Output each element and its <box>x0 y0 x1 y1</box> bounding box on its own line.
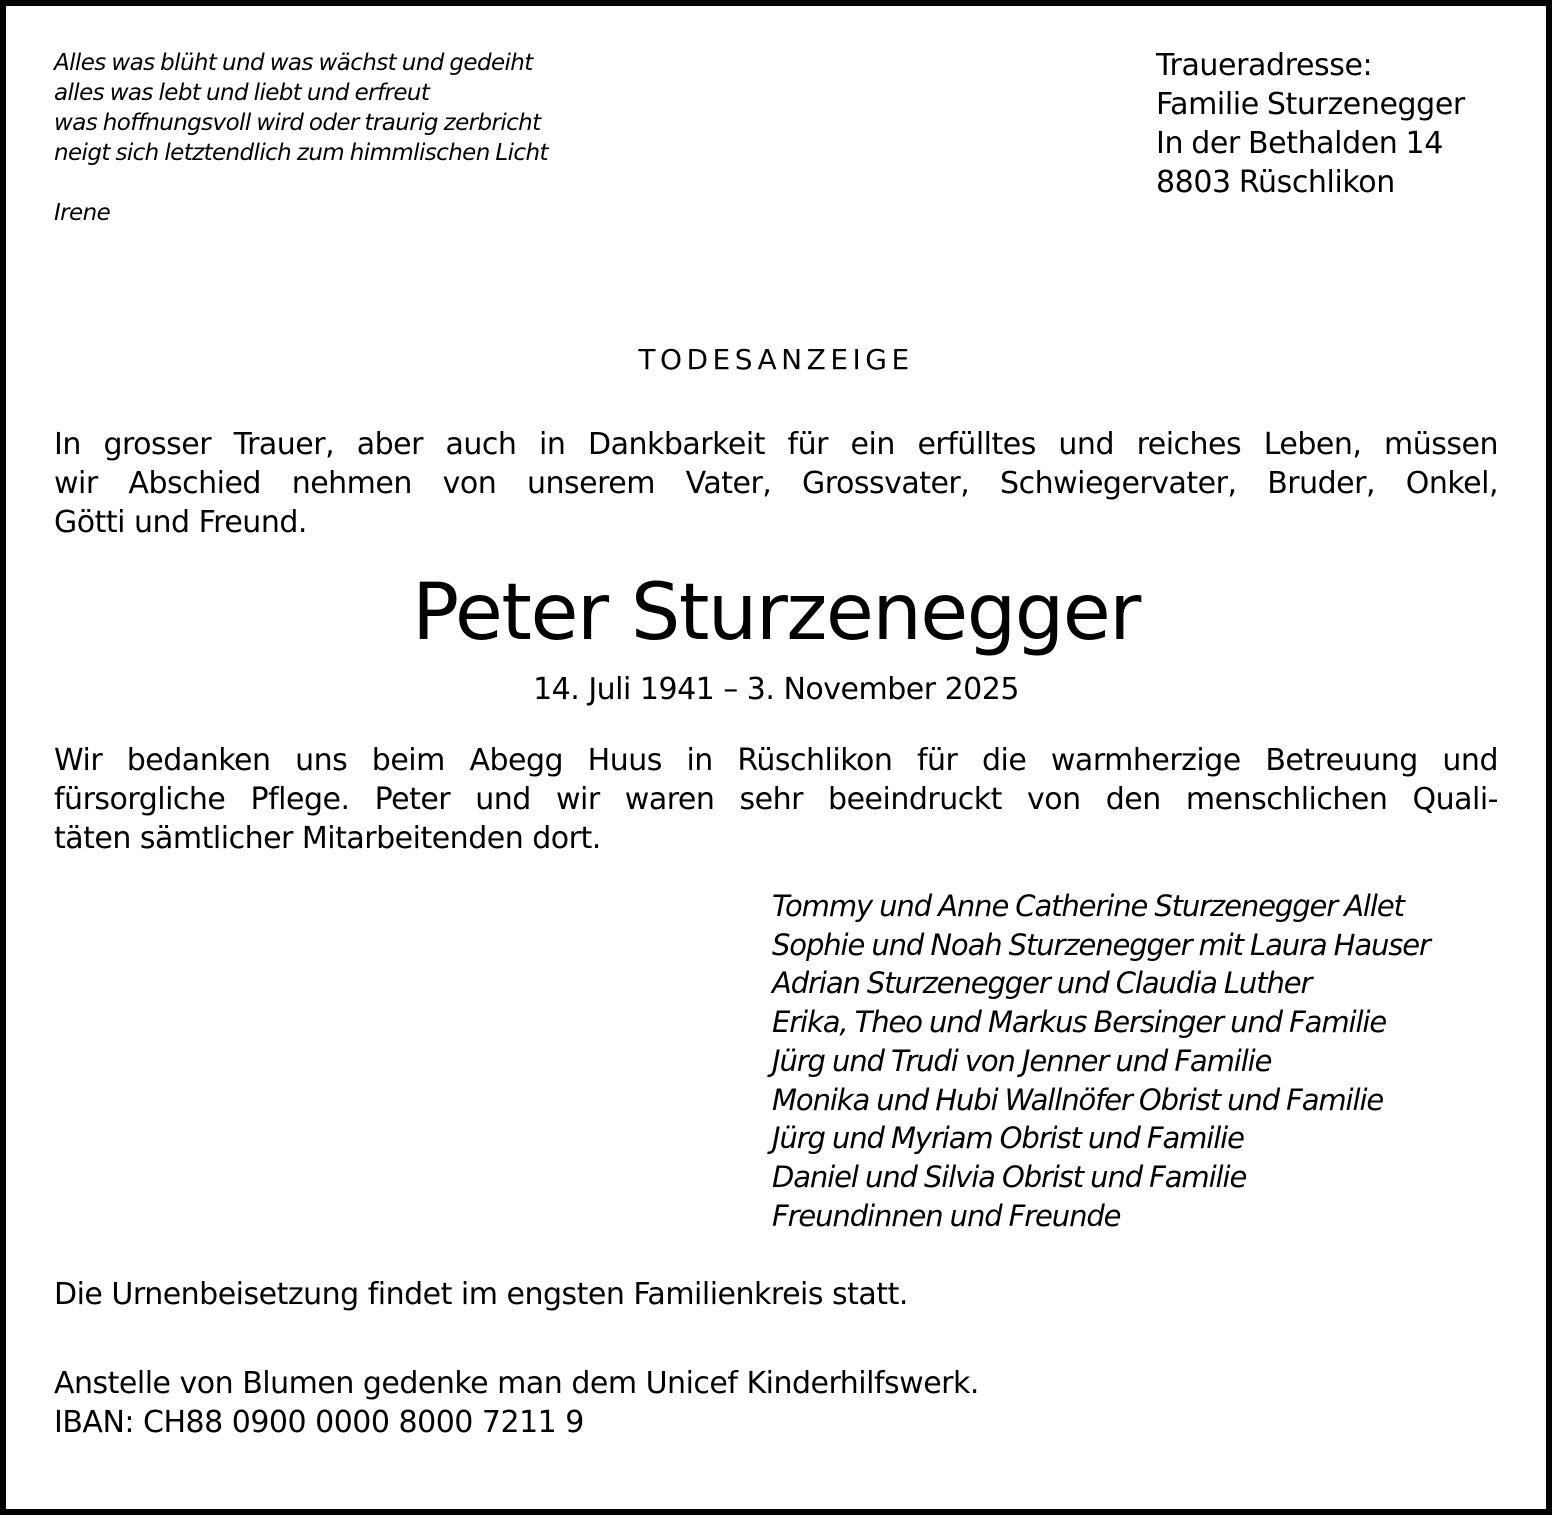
burial-note <box>54 1275 908 1314</box>
mourner-entry: Monika und Hubi Wallnöfer Obrist und Familie <box>772 1082 1384 1117</box>
intro-line: In grosser Trauer, aber auch in Dankbarkeit für ein erfülltes und reiches Leben, müssen <box>54 427 1498 462</box>
life-dates: 14. Juli 1941 – 3. November 2025 <box>533 672 1019 707</box>
mourner-entry: Jürg und Trudi von Jenner und Familie <box>772 1043 1272 1078</box>
intro-line: Götti und Freund. <box>54 505 307 540</box>
mourner-entry: Erika, Theo und Markus Bersinger und Familie <box>772 1005 1387 1040</box>
thanks-line: täten sämtlicher Mitarbeitenden dort. <box>54 821 601 856</box>
burial-text: Die Urnenbeisetzung findet im engsten Familienkreis statt. <box>54 1277 908 1312</box>
thanks-paragraph <box>54 741 1498 858</box>
intro-line: wir Abschied nehmen von unserem Vater, Grossvater, Schwiegervater, Bruder, Onkel, <box>54 466 1498 501</box>
donation-text: Anstelle von Blumen gedenke man dem Unicef Kinderhilfswerk. <box>54 1366 979 1401</box>
donation-note <box>54 1364 979 1442</box>
poem-line: alles was lebt und liebt und erfreut <box>54 80 430 106</box>
address-street: In der Bethalden 14 <box>1156 126 1443 161</box>
poem-line: was hoffnungsvoll wird oder traurig zerbricht <box>54 110 541 136</box>
poem-author: Irene <box>54 200 111 226</box>
mourner-entry: Jürg und Myriam Obrist und Familie <box>772 1121 1244 1156</box>
mourner-entry: Freundinnen und Freunde <box>772 1198 1121 1233</box>
thanks-line: Wir bedanken uns beim Abegg Huus in Rüschlikon für die warmherzige Betreuung und <box>54 743 1498 778</box>
poem-line: neigt sich letztendlich zum himmlischen Licht <box>54 140 548 166</box>
deceased-name: Peter Sturzenegger <box>412 568 1140 658</box>
address-label: Traueradresse: <box>1156 48 1373 83</box>
mourner-entry: Daniel und Silvia Obrist und Familie <box>772 1159 1247 1194</box>
mourner-entry: Tommy und Anne Catherine Sturzenegger Allet <box>772 889 1404 923</box>
mourner-entry: Adrian Sturzenegger und Claudia Luther <box>772 966 1312 1001</box>
thanks-line: fürsorgliche Pflege. Peter und wir waren sehr beeindruckt von den menschlichen Quali- <box>54 782 1498 817</box>
donation-iban: IBAN: CH88 0900 0000 8000 7211 9 <box>54 1405 584 1440</box>
mourners-list <box>772 887 1430 1235</box>
address-city: 8803 Rüschlikon <box>1156 165 1395 200</box>
poem <box>54 48 548 228</box>
address-family: Familie Sturzenegger <box>1156 87 1465 122</box>
notice-heading: TODESANZEIGE <box>638 343 914 376</box>
intro-paragraph <box>54 425 1498 542</box>
poem-line: Alles was blüht und was wächst und gedeiht <box>54 50 533 76</box>
mourner-entry: Sophie und Noah Sturzenegger mit Laura Hauser <box>772 927 1430 962</box>
mourning-address <box>1156 46 1465 202</box>
